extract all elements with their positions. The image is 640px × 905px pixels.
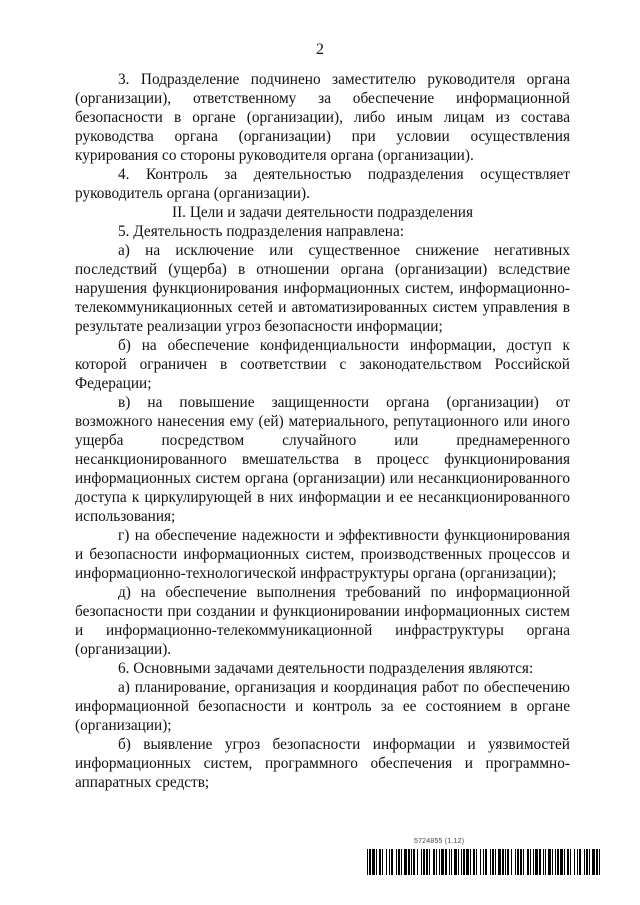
paragraph-5d: д) на обеспечение выполнения требований по информационной безопасности при создании и функционировании информационных систем и информационно-телекоммуникационной инфраструктуры органа (организации). xyxy=(75,584,570,658)
paragraph-6b: б) выявление угроз безопасности информации и уязвимостей информационных систем, программного обеспечения и программно-аппаратных средств; xyxy=(75,736,570,791)
paragraph-5v: в) на повышение защищенности органа (организации) от возможного нанесения ему (ей) материального, репутационного или иного ущерба посредством случайного или преднамеренного несанкционированного вмешательства в процесс функционирования информационных систем органа (организации) или несанкционированного доступа к циркулирующей в них информации и ее несанкционированного использования; xyxy=(75,394,570,525)
barcode xyxy=(367,838,601,878)
paragraph-5b: б) на обеспечение конфиденциальности информации, доступ к которой ограничен в соответствии с законодательством Российской Федерации; xyxy=(75,337,570,392)
barcode-number: 5724855 (1.12) xyxy=(414,838,465,845)
paragraph-5: 5. Деятельность подразделения направлена: xyxy=(118,223,404,240)
paragraph-3: 3. Подразделение подчинено заместителю руководителя органа (организации), ответственному за обеспечение информационной безопасности в органе (организации), либо иным лицам из состава руководства органа (организации) при условии осуществления курирования со стороны руководителя органа (организации). xyxy=(75,71,570,164)
paragraph-4: 4. Контроль за деятельностью подразделения осуществляет руководитель органа (организации). xyxy=(75,166,570,202)
section-heading: II. Цели и задачи деятельности подразделения xyxy=(171,204,473,221)
paragraph-5g: г) на обеспечение надежности и эффективности функционирования и безопасности информационных систем, производственных процессов и информационно-технологической инфраструктуры органа (организации); xyxy=(75,527,570,582)
paragraph-6a: а) планирование, организация и координация работ по обеспечению информационной безопасности и контроль за ее состоянием в органе (организации); xyxy=(75,679,570,734)
barcode-graphic xyxy=(367,849,601,875)
document-body xyxy=(75,70,570,792)
page-number: 2 xyxy=(316,41,324,58)
paragraph-5a: а) на исключение или существенное снижение негативных последствий (ущерба) в отношении органа (организации) вследствие нарушения функционирования информационных систем, информационно-телекоммуникационных сетей и автоматизированных систем управления в результате реализации угроз безопасности информации; xyxy=(75,242,570,335)
paragraph-6: 6. Основными задачами деятельности подразделения являются: xyxy=(118,660,534,677)
